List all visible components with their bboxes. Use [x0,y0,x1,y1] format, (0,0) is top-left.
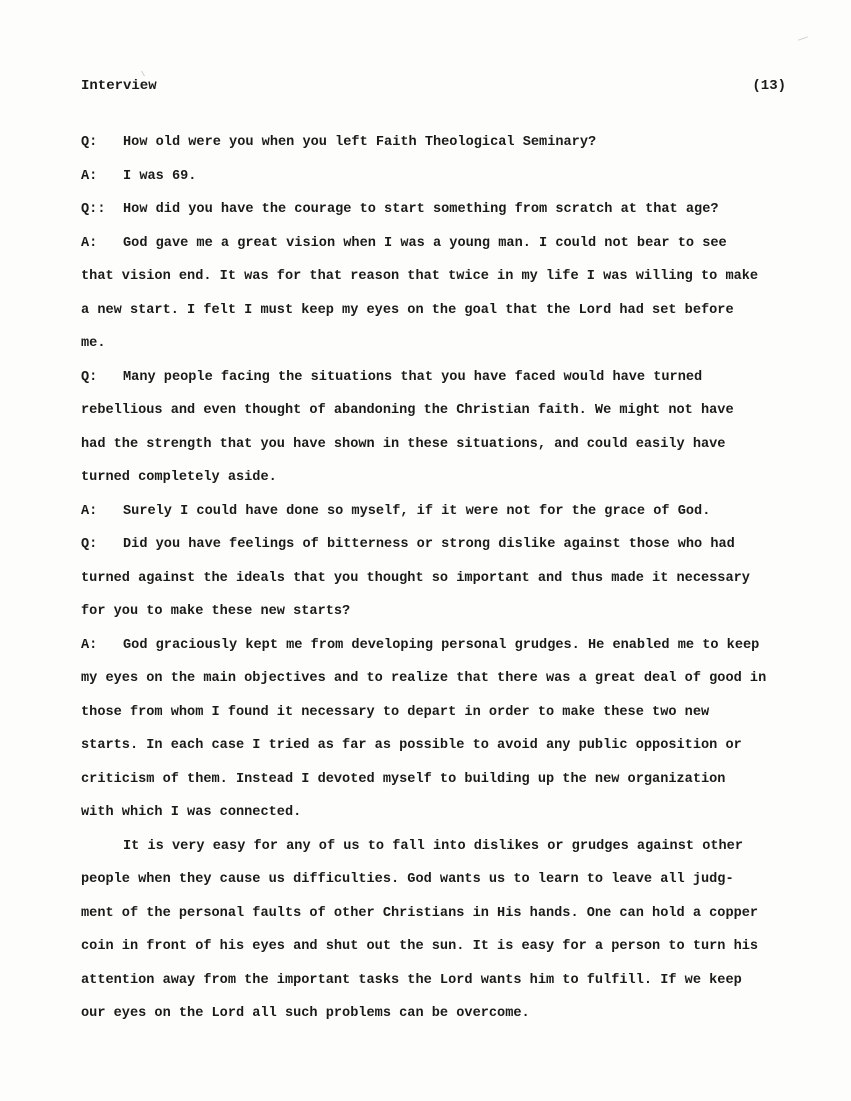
line-text: turned against the ideals that you thought so important and thus made it necessary [81,570,750,586]
page-number: (13) [752,78,786,94]
line-text: for you to make these new starts? [81,604,351,619]
text-line [81,361,793,395]
scan-mark [141,71,145,77]
text-line [81,160,793,194]
line-text: a new start. I felt I must keep my eyes on the goal that the Lord had set before [81,302,734,318]
line-text: my eyes on the main objectives and to realize that there was a great deal of good in [81,671,767,686]
speaker-label: Q: [81,135,98,150]
line-text: God gave me a great vision when I was a young man. I could not bear to see [123,235,727,251]
speaker-label: Q:: [81,202,106,217]
scan-mark [798,36,808,40]
text-line [81,495,793,529]
interview-body [81,126,793,1031]
line-text: criticism of them. Instead I devoted myself to building up the new organization [81,771,726,787]
line-text: How old were you when you left Faith Theological Seminary? [123,135,597,150]
speaker-label: A: [81,637,98,653]
text-line [81,629,793,663]
text-line [81,562,793,596]
line-text: How did you have the courage to start something from scratch at that age? [123,202,719,217]
line-text: our eyes on the Lord all such problems can be overcome. [81,1006,530,1021]
line-text: Did you have feelings of bitterness or strong dislike against those who had [123,537,735,552]
text-line [81,193,793,227]
line-text: starts. In each case I tried as far as possible to avoid any public opposition or [81,738,742,753]
text-line [81,528,793,562]
line-text: with which I was connected. [81,805,302,820]
page-header [81,78,786,98]
line-text: those from whom I found it necessary to depart in order to make these two new [81,704,710,720]
text-line [81,763,793,797]
text-line [81,294,793,328]
text-line [81,997,793,1031]
text-line [81,260,793,294]
speaker-label: A: [81,235,98,251]
line-text: rebellious and even thought of abandoning the Christian faith. We might not have [81,403,734,418]
line-text: that vision end. It was for that reason that twice in my life I was willing to make [81,269,759,284]
line-text: God graciously kept me from developing personal grudges. He enabled me to keep [123,637,760,653]
document-title: Interview [81,78,157,94]
line-text: people when they cause us difficulties. God wants us to learn to leave all judg- [81,872,734,887]
speaker-label: Q: [81,369,98,385]
speaker-label: A: [81,168,98,184]
text-line [81,126,793,160]
text-line [81,863,793,897]
text-line [81,394,793,428]
line-text: ment of the personal faults of other Christians in His hands. One can hold a copper [81,905,759,921]
text-line [81,830,793,864]
text-line [81,428,793,462]
line-text: attention away from the important tasks the Lord wants him to fulfill. If we keep [81,972,742,988]
line-text: Surely I could have done so myself, if it were not for the grace of God. [123,503,711,519]
text-line [81,227,793,261]
line-text: turned completely aside. [81,470,277,485]
text-line [81,595,793,629]
text-line [81,796,793,830]
text-line [81,729,793,763]
speaker-label: Q: [81,537,98,552]
text-line [81,897,793,931]
line-text: Many people facing the situations that you have faced would have turned [123,369,703,385]
text-line [81,964,793,998]
line-text: I was 69. [123,168,197,184]
text-line [81,327,793,361]
text-line [81,930,793,964]
line-text: had the strength that you have shown in these situations, and could easily have [81,436,726,452]
line-text: It is very easy for any of us to fall into dislikes or grudges against other [123,838,743,854]
line-text: me. [81,336,106,351]
text-line [81,461,793,495]
text-line [81,662,793,696]
text-line [81,696,793,730]
line-text: coin in front of his eyes and shut out the sun. It is easy for a person to turn his [81,939,759,954]
speaker-label: A: [81,503,98,519]
